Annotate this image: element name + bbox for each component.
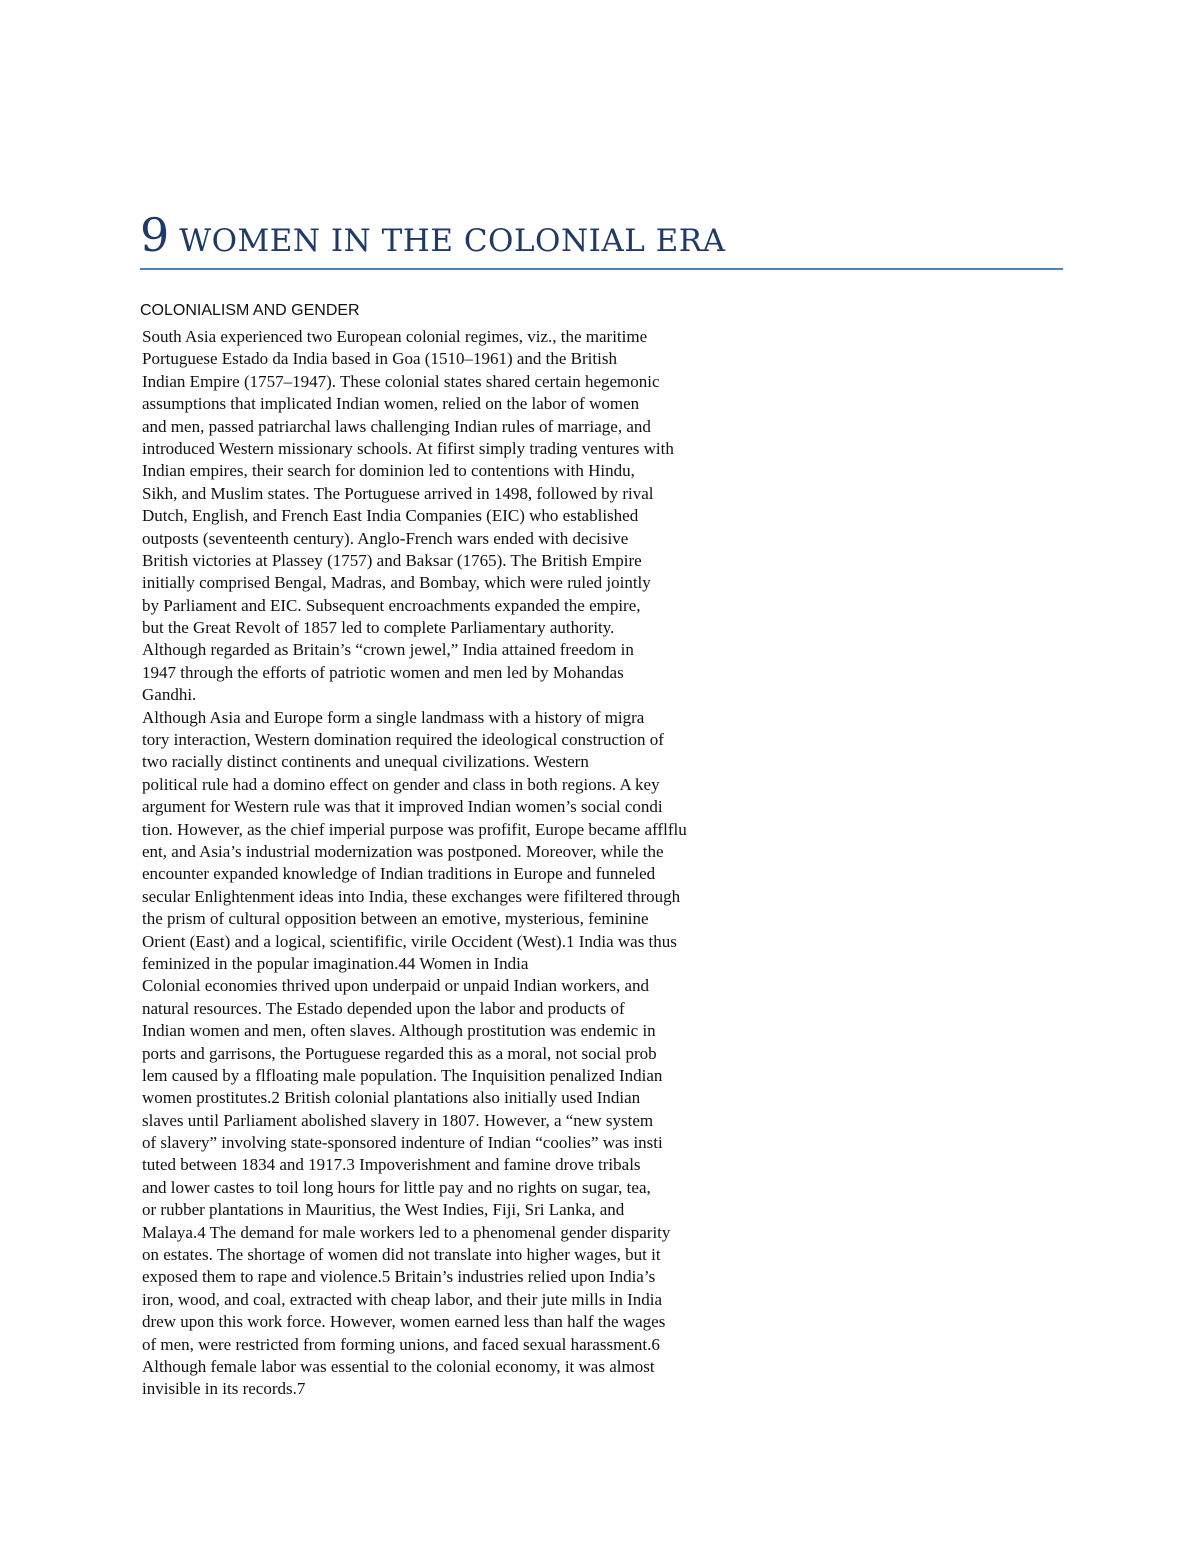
text-line: and men, passed patriarchal laws challenging Indian rules of marriage, and: [142, 416, 651, 436]
text-line: Gandhi.: [142, 685, 197, 705]
text-line: of men, were restricted from forming unions, and faced sexual harassment.6: [142, 1334, 660, 1354]
text-line: Portuguese Estado da India based in Goa (1510–1961) and the British: [142, 349, 617, 369]
text-line: tory interaction, Western domination required the ideological construction of: [142, 730, 664, 750]
text-line: the prism of cultural opposition between an emotive, mysterious, feminine: [142, 909, 649, 929]
text-line: outposts (seventeenth century). Anglo-French wars ended with decisive: [142, 528, 629, 548]
text-line: Although regarded as Britain’s “crown jewel,” India attained freedom in: [142, 640, 634, 660]
section-heading: COLONIALISM AND GENDER: [140, 302, 360, 319]
text-line: Orient (East) and a logical, scientifific, virile Occident (West).1 India was thus: [142, 931, 677, 951]
text-line: tion. However, as the chief imperial purpose was profifit, Europe became afflflu: [142, 819, 687, 839]
text-line: by Parliament and EIC. Subsequent encroachments expanded the empire,: [142, 595, 641, 615]
heading-rule: [140, 268, 1063, 270]
text-line: secular Enlightenment ideas into India, these exchanges were fifiltered through: [142, 886, 681, 906]
chapter-number: 9: [140, 208, 170, 262]
text-line: Indian empires, their search for dominion led to contentions with Hindu,: [142, 461, 635, 481]
text-line: invisible in its records.7: [142, 1379, 306, 1399]
text-line: slaves until Parliament abolished slavery in 1807. However, a “new system: [142, 1110, 654, 1130]
text-line: introduced Western missionary schools. At fifirst simply trading ventures with: [142, 438, 674, 458]
text-line: women prostitutes.2 British colonial plantations also initially used Indian: [142, 1088, 641, 1108]
text-line: of slavery” involving state-sponsored indenture of Indian “coolies” was insti: [142, 1133, 663, 1153]
text-line: iron, wood, and coal, extracted with cheap labor, and their jute mills in India: [142, 1289, 663, 1309]
text-line: and lower castes to toil long hours for little pay and no rights on sugar, tea,: [142, 1177, 651, 1197]
text-line: Colonial economies thrived upon underpaid or unpaid Indian workers, and: [142, 976, 650, 996]
chapter-heading: [140, 208, 1063, 262]
text-line: feminized in the popular imagination.44 Women in India: [142, 953, 529, 973]
body-text: [142, 326, 802, 1401]
text-line: encounter expanded knowledge of Indian traditions in Europe and funneled: [142, 864, 656, 884]
text-line: Indian women and men, often slaves. Although prostitution was endemic in: [142, 1021, 656, 1041]
text-line: ports and garrisons, the Portuguese regarded this as a moral, not social prob: [142, 1043, 657, 1063]
text-line: political rule had a domino effect on gender and class in both regions. A key: [142, 774, 660, 794]
text-line: Malaya.4 The demand for male workers led to a phenomenal gender disparity: [142, 1222, 671, 1242]
chapter-title: WOMEN IN THE COLONIAL ERA: [179, 223, 726, 259]
text-line: Indian Empire (1757–1947). These colonial states shared certain hegemonic: [142, 371, 660, 391]
text-line: natural resources. The Estado depended upon the labor and products of: [142, 998, 625, 1018]
text-line: argument for Western rule was that it improved Indian women’s social condi: [142, 797, 663, 817]
text-line: assumptions that implicated Indian women, relied on the labor of women: [142, 394, 640, 414]
text-line: Although female labor was essential to the colonial economy, it was almost: [142, 1356, 655, 1376]
text-line: tuted between 1834 and 1917.3 Impoverishment and famine drove tribals: [142, 1155, 641, 1175]
text-line: Sikh, and Muslim states. The Portuguese arrived in 1498, followed by rival: [142, 483, 654, 503]
text-line: South Asia experienced two European colonial regimes, viz., the maritime: [142, 327, 648, 346]
text-line: initially comprised Bengal, Madras, and Bombay, which were ruled jointly: [142, 573, 651, 593]
text-line: but the Great Revolt of 1857 led to complete Parliamentary authority.: [142, 618, 615, 638]
text-line: on estates. The shortage of women did not translate into higher wages, but it: [142, 1245, 661, 1265]
text-line: exposed them to rape and violence.5 Britain’s industries relied upon India’s: [142, 1267, 656, 1287]
text-line: Dutch, English, and French East India Companies (EIC) who established: [142, 506, 639, 526]
text-line: British victories at Plassey (1757) and Baksar (1765). The British Empire: [142, 550, 642, 570]
text-line: lem caused by a flfloating male population. The Inquisition penalized Indian: [142, 1065, 663, 1085]
text-line: Although Asia and Europe form a single landmass with a history of migra: [142, 707, 645, 727]
text-line: ent, and Asia’s industrial modernization was postponed. Moreover, while the: [142, 841, 664, 861]
text-line: drew upon this work force. However, women earned less than half the wages: [142, 1312, 666, 1332]
text-line: or rubber plantations in Mauritius, the West Indies, Fiji, Sri Lanka, and: [142, 1200, 625, 1220]
text-line: 1947 through the efforts of patriotic women and men led by Mohandas: [142, 662, 624, 682]
text-line: two racially distinct continents and unequal civilizations. Western: [142, 752, 589, 772]
